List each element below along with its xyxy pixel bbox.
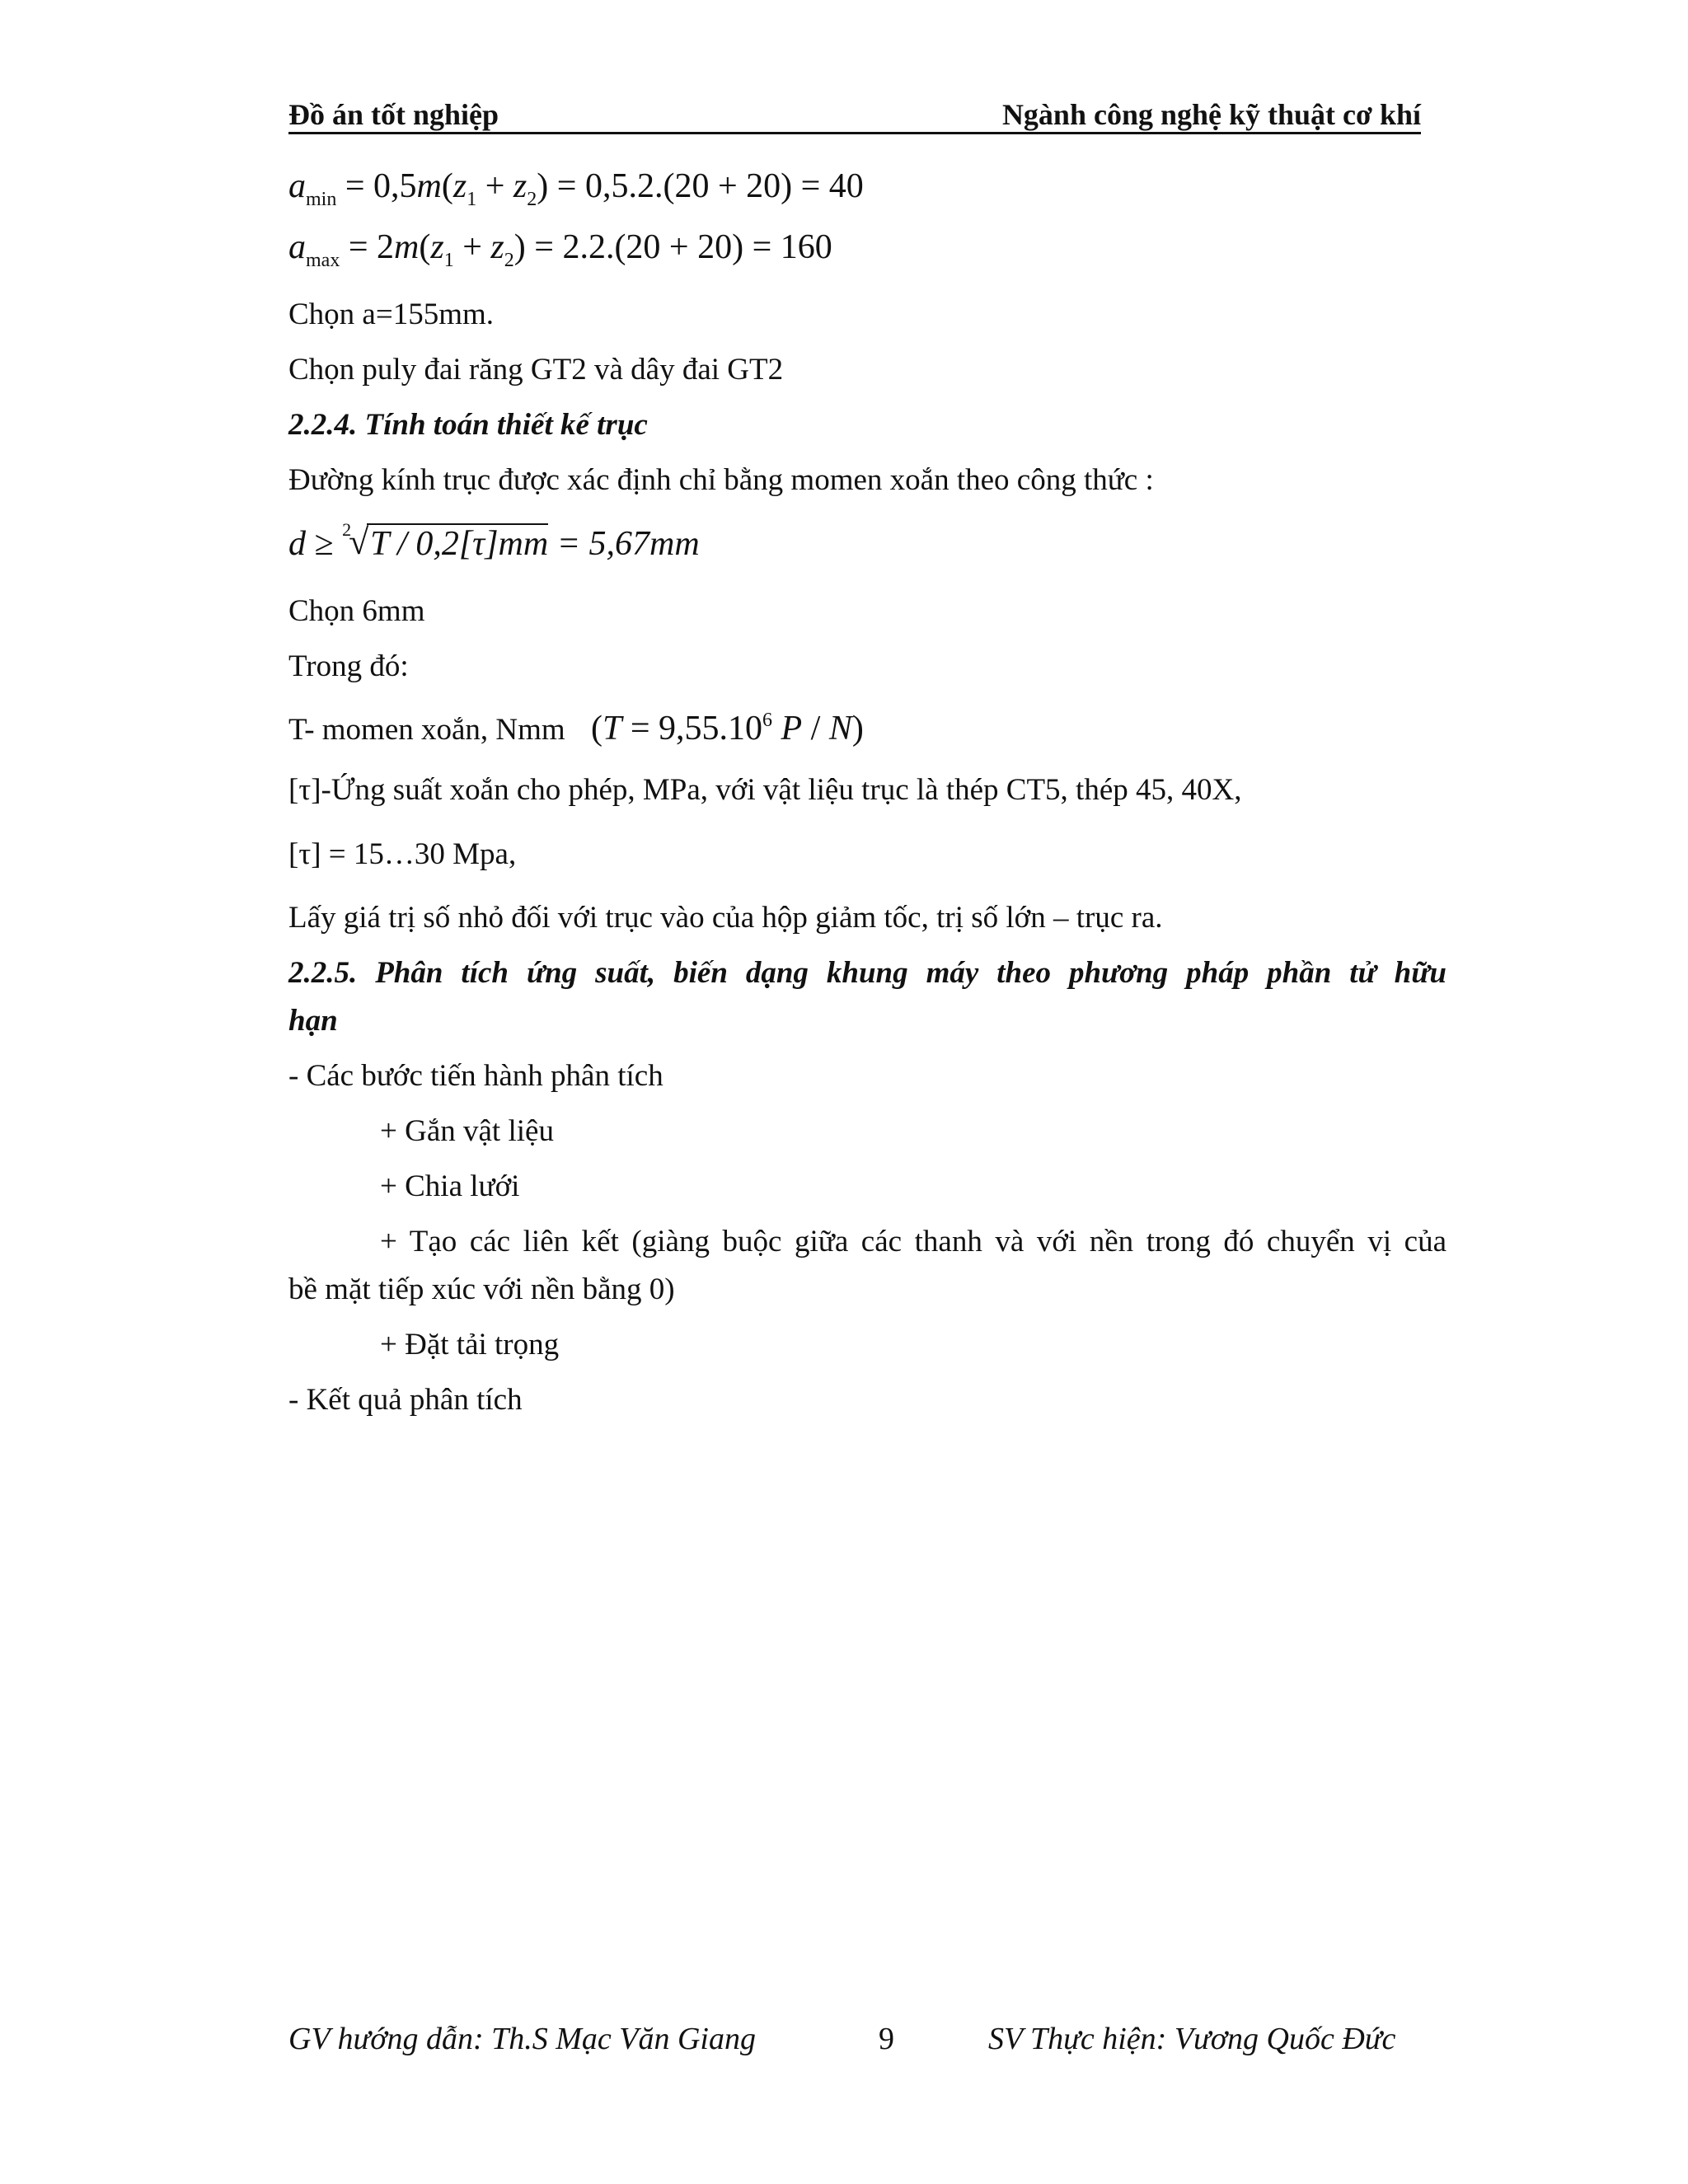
radical-sign: 2 √ T / 0,2[τ]mm xyxy=(342,519,549,563)
section-heading-2-2-5-cont: hạn xyxy=(288,1004,338,1038)
stress-range-text: [τ] = 15…30 Mpa, xyxy=(288,837,517,871)
header-doc-type: Đồ án tốt nghiệp xyxy=(288,98,499,131)
results-text: - Kết quả phân tích xyxy=(288,1383,523,1417)
equation-a-min: $a_{min} = 0,5m(z_1 + z_2) = 0,5.2.(20 + 20) = 40$ xyxy=(288,167,864,210)
steps-intro-text: - Các bước tiến hành phân tích xyxy=(288,1059,663,1093)
page-header xyxy=(288,92,1421,134)
shaft-intro-text: Đường kính trục được xác định chỉ bằng momen xoắn theo công thức : xyxy=(288,463,1154,497)
choose-pulley-text: Chọn puly đai răng GT2 và dây đai GT2 xyxy=(288,353,784,387)
equation-torque: ($T = 9,55.10^6$ P / N) xyxy=(590,710,864,748)
page-number: 9 xyxy=(879,2022,894,2056)
take-value-text: Lấy giá trị số nhỏ đối với trục vào của hộp giảm tốc, trị số lớn – trục ra. xyxy=(288,901,1163,935)
footer-student: SV Thực hiện: Vương Quốc Đức xyxy=(988,2022,1396,2056)
section-heading-2-2-5: 2.2.5. Phân tích ứng suất, biến dạng khung máy theo phương pháp phần tử hữu xyxy=(288,956,1447,990)
list-item: + Gắn vật liệu xyxy=(380,1114,554,1148)
section-heading-2-2-4: 2.2.4. Tính toán thiết kế trục xyxy=(288,408,648,442)
choose-6mm-text: Chọn 6mm xyxy=(288,594,425,628)
header-major: Ngành công nghệ kỹ thuật cơ khí xyxy=(1001,98,1421,131)
choose-a-text: Chọn a=155mm. xyxy=(288,298,495,331)
footer-advisor: GV hướng dẫn: Th.S Mạc Văn Giang xyxy=(288,2022,756,2056)
equation-a-max: $a_{max} = 2m(z_1 + z_2) = 2.2.(20 + 20) = 160$ xyxy=(288,228,832,271)
torque-definition: T- momen xoắn, Nmm ($T = 9,55.10^6$ P / N) xyxy=(288,710,864,748)
allowable-stress-text: [τ]-Ứng suất xoắn cho phép, MPa, với vật liệu trục là thép CT5, thép 45, 40X, xyxy=(288,773,1242,807)
list-item: + Tạo các liên kết (giàng buộc giữa các thanh và với nền trong đó chuyển vị của xyxy=(380,1225,1447,1258)
where-text: Trong đó: xyxy=(288,649,409,683)
list-item: + Chia lưới xyxy=(380,1169,520,1203)
list-item: + Đặt tải trọng xyxy=(380,1328,560,1361)
list-item-cont: bề mặt tiếp xúc với nền bằng 0) xyxy=(288,1272,675,1306)
equation-shaft-diameter: d ≥ 2 √ T / 0,2[τ]mm = 5,67mm xyxy=(288,519,700,563)
